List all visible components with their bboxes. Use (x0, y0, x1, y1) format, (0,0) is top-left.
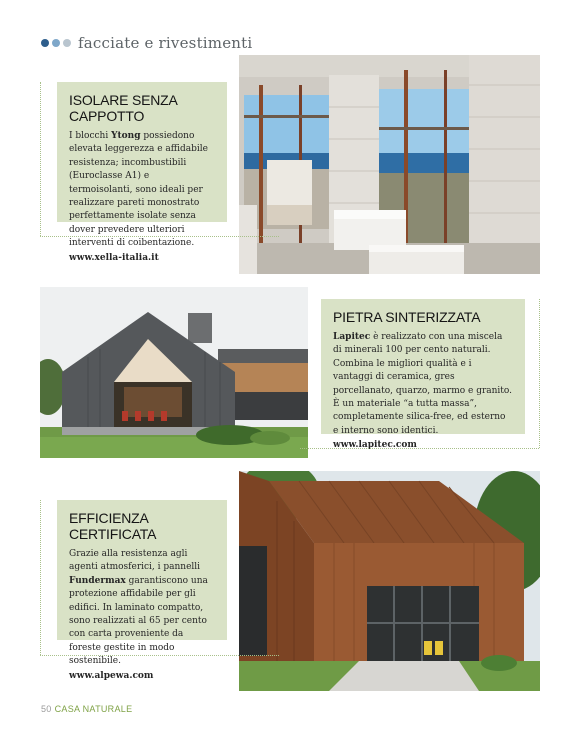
article-ytong-url[interactable]: www.xella-italia.it (69, 252, 159, 263)
photo-fundermax-house (239, 471, 540, 691)
photo-ytong-interior (239, 55, 540, 274)
page-number: 50 (41, 704, 52, 714)
photo-lapitec-house (40, 287, 308, 458)
magazine-name: CASA NATURALE (54, 704, 133, 714)
article-lapitec-title: PIETRA SINTERIZZATA (333, 309, 481, 325)
dotted-line-1 (40, 236, 279, 237)
dot-3 (63, 39, 71, 47)
section-dots (41, 39, 71, 47)
article-lapitec-url[interactable]: www.lapitec.com (333, 440, 417, 451)
article-ytong-panel (57, 82, 227, 263)
dotted-line-2-v (539, 299, 540, 448)
dotted-line-3 (40, 655, 279, 656)
article-lapitec-brand: Lapitec (333, 332, 371, 342)
article-ytong-text (69, 130, 215, 265)
article-ytong-text-a: I blocchi (69, 131, 112, 141)
section-title: facciate e rivestimenti (78, 34, 253, 52)
section-header (41, 34, 252, 52)
article-lapitec-panel (321, 299, 525, 451)
article-fundermax-brand: Fundermax (69, 575, 126, 586)
article-fundermax-title: EFFICIENZA CERTIFICATA (69, 510, 157, 542)
dotted-line-2 (300, 448, 539, 449)
dot-1 (41, 39, 49, 47)
article-ytong-brand: Ytong (111, 131, 141, 141)
article-fundermax-text (69, 548, 215, 683)
dot-2 (52, 39, 60, 47)
article-ytong-text-b: possiedono elevata leggerezza e affidabile resistenza; incombustibili (Euroclasse A1) e termoisolanti, sono ideali per realizzare pareti monostrato perfettamente isolate senza dover prevedere ulteriori interventi di coibentazione. (69, 131, 209, 249)
article-fundermax-url[interactable]: www.alpewa.com (69, 670, 154, 681)
article-fundermax-text-a: Grazie alla resistenza agli agenti atmosferici, i pannelli (69, 549, 201, 573)
article-ytong-title: ISOLARE SENZA CAPPOTTO (69, 92, 177, 124)
article-fundermax-panel (57, 500, 227, 681)
dotted-line-1-v (40, 82, 41, 236)
article-lapitec-text-b: è realizzato con una miscela di minerali 100 per cento naturali. Combina le migliori qualità e i vantaggi di ceramica, gres porcellanato, quarzo, marmo e granito. È un materiale “a tutta massa”, completamente silica-free, ed esterno e interno sono identici. (333, 332, 513, 436)
page-footer (41, 704, 132, 714)
dotted-line-3-v (40, 500, 41, 655)
article-fundermax-text-b: garantiscono una protezione affidabile per gli edifici. In laminato compatto, sono realizzati al 65 per cento con carta proveniente da foreste gestite in modo sostenibile. (69, 575, 208, 667)
article-lapitec-text (333, 331, 513, 453)
